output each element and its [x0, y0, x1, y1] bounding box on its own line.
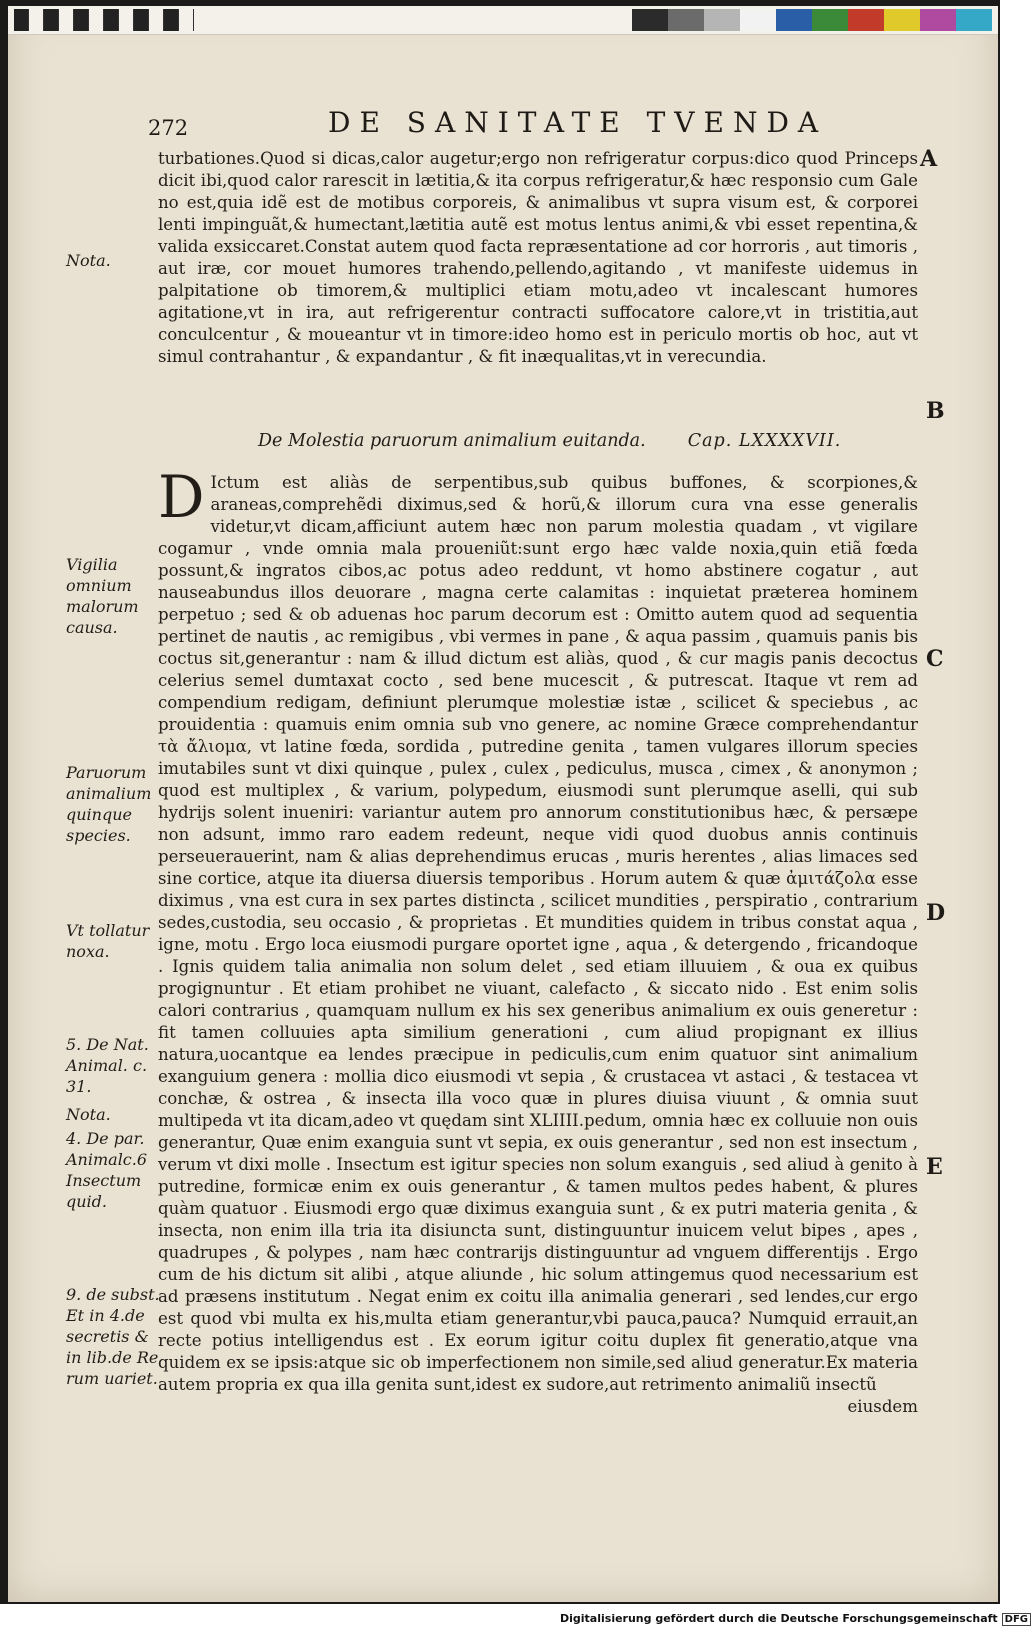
- catchword: eiusdem: [847, 1397, 918, 1416]
- section-letter-b: B: [926, 398, 945, 424]
- section-letter-c: C: [926, 646, 944, 672]
- paragraph-continuation: turbationes.Quod si dicas,calor augetur;ergo non refrigeratur corpus:dico quod Princeps dicit ibi,quod calor rarescit in lætitia,& ita corpus refrigeratur,& hæc responsio cum Gale no est,quia idẽ est de motibus corporeis, & animalibus vt supra visum est, & corporei lenti impinguãt,& humectant,lætitia autẽ est motus lentus animi,& vbi esset repentina,& valida exsiccaret.Constat autem quod facta repræsentatione ad cor horroris , aut timoris , aut iræ, cor mouet humores trahendo,pellendo,agitando , vt manifeste uidemus in palpitatione ob timorem,& multiplici etiam motu,adeo vt incalescant humores agitatione,vt in ira, aut refrigerentur contracti suffocatore calore,vt in tristitia,aut conculcentur , & moueantur vt in timore:ideo homo est in periculo mortis ob hoc, aut vt simul contrahantur , & expandantur , & fit inæqualitas,vt in verecundia.: [158, 149, 918, 366]
- running-title: DE SANITATE TVENDA: [328, 106, 828, 139]
- text-block-top: [158, 148, 918, 368]
- margin-note-nota-2: Nota.: [66, 1105, 111, 1124]
- margin-note-nota: Nota.: [66, 251, 111, 270]
- margin-note-de-par: 4. De par. Animalc.6 Insectum quid.: [66, 1129, 148, 1211]
- margin-note-vigilia: Vigilia omnium malorum causa.: [66, 555, 139, 637]
- chapter-title: De Molestia paruorum animalium euitanda.: [258, 431, 646, 451]
- section-letter-d: D: [926, 900, 946, 926]
- margin-note-paruorum: Paruorum animalium quinque species.: [66, 763, 152, 845]
- drop-cap: D: [158, 463, 205, 531]
- page-number: 272: [148, 116, 189, 140]
- margin-note-de-nat: 5. De Nat. Animal. c. 31.: [66, 1035, 149, 1096]
- margin-note-vt-tollatur: Vt tollatur noxa.: [66, 921, 150, 961]
- text-block-main: [158, 463, 918, 1418]
- dfg-logo: DFG: [1002, 1613, 1031, 1626]
- scan-ruler: [14, 9, 194, 31]
- chapter-heading: [258, 431, 858, 451]
- running-head: [148, 106, 908, 140]
- chapter-body: Ictum est aliàs de serpentibus,sub quibus buffones, & scorpiones,& araneas,comprehẽdi diximus,sed & horũ,& illorum cura vna esse generalis videtur,vt dicam,afficiunt autem hæc non parum molestia quadam , vt vigilare cogamur , vnde omnia mala proueniũt:sunt ergo hæc valde noxia,quin etiã fœda possunt,& ingratos cibos,ac potus adeo reddunt, vt homo abstinere cogatur , aut nauseabundus illos deuorare , magna certe calamitas : inquietat præterea hominem perpetuo ; sed & ob aduenas hoc parum decorum est : Omitto autem quod ad sequentia pertinet de nautis , ac remigibus , vbi vermes in pane , & aqua passim , quamuis panis bis coctus sit,generantur : nam & illud dictum est aliàs, quod , & cur magis panis decoctus celerius semel dumtaxat cocto , sed bene mucescit , & putrescat. Itaque vt rem ad compendium redigam, definiunt plerumque molestiæ istæ , scilicet & speciebus , ac prouidentia : quamuis enim omnia sub vno genere, ac nomine Græce comprehendantur τὰ ἄλιομα, vt latine fœda, sordida , putredine genita , tamen vulgares illorum species imutabiles sunt vt dixi quinque , pulex , culex , pediculus, musca , cimex , & anonymon ; quod est multiplex , & varium, polypedum, eiusmodi sunt plerumque aselli, qui sub hydrijs solent inueniri: variantur autem pro annorum constitutionibus hæc, & persæpe non adsunt, immo raro eadem redeunt, neque vidi quod duobus annis continuis perseuerauerint, nam & alias deprehendimus erucas , muris herentes , alias limaces sed sine cortice, atque ita diuersa diuersis temporibus . Horum autem & quæ ἀμιτάζολα esse diximus , vna est cura in sex partes distincta , scilicet mundities , perspiratio , contrarium sedes,custodia, seu occasio , & proprietas . Et mundities quidem in tribus constat aqua , igne, motu . Ergo loca eiusmodi purgare oportet igne , aqua , & detergendo , fricandoque . Ignis quidem talia animalia non solum delet , sed etiam illuuiem , & oua ex quibus progignuntur . Et etiam prohibet ne viuant, calefacto , & siccato nido . Est enim solis calori contrarius , quamquam nullum ex his sex generibus animalium ex ouis generetur : fit tamen colluuies apta similium generationi , cum aliud propignant ex illius natura,uocantque ea lendes præcipue in pediculis,cum enim quatuor sint animalium exanguium genera : mollia dico eiusmodi vt sepia , & crustacea vt astaci , & testacea vt conchæ, & ostrea , & insecta illa voco quæ in plures diuisa viuunt , & omnia suut multipeda vt ita dicam,adeo vt quędam sint XLIIII.pedum, omnia hæc ex colluuie non ouis generantur, Quæ enim exanguia sunt vt sepia, ex ouis generantur , sed non est insectum , verum vt dixi molle . Insectum est igitur species non solum exanguis , sed aliud à genito à putredine, formicæ enim ex ouis generantur , & tamen multos pedes habent, & plures quàm quatuor . Eiusmodi ergo quæ diximus exanguia sunt , & ex putri materia genita , & insecta, non enim illa tria ita disiuncta sunt, distinguuntur inuicem velut bipes , apes , quadrupes , & polypes , nam hæc contrarijs distinguuntur ad vnguem differentijs . Ergo cum de his dictum sit alibi , atque aliunde , hic solum attingemus quod necessarium est ad præsens institutum . Negat enim ex coitu illa animalia generari , sed lendes,cur ergo est quod vbi multa ex his,multa etiam generantur,vbi pauca,pauca? Numquid errauit,an recte potius intelligendus est . Ex eorum igitur coitu duplex fit generatio,atque vna quidem ex se ipsis:atque sic ob imperfectionem non simile,sed aliud generatur.Ex materia autem propria ex qua illa genita sunt,idest ex sudore,aut retrimento animaliũ insectũ: [158, 473, 918, 1394]
- margin-note-de-subst: 9. de subst. Et in 4.de secretis & in lib.de Re rum uariet.: [66, 1285, 160, 1388]
- section-letter-a: A: [920, 146, 938, 172]
- funding-footer: [560, 1612, 1029, 1626]
- scan-color-chart: [632, 9, 992, 31]
- section-letter-e: E: [926, 1154, 943, 1180]
- scan-calibration-bar: [8, 6, 998, 35]
- footer-text: Digitalisierung gefördert durch die Deutsche Forschungsgemeinschaft: [560, 1612, 998, 1625]
- chapter-number: Cap. LXXXXVII.: [687, 431, 842, 451]
- book-page: [8, 6, 998, 1602]
